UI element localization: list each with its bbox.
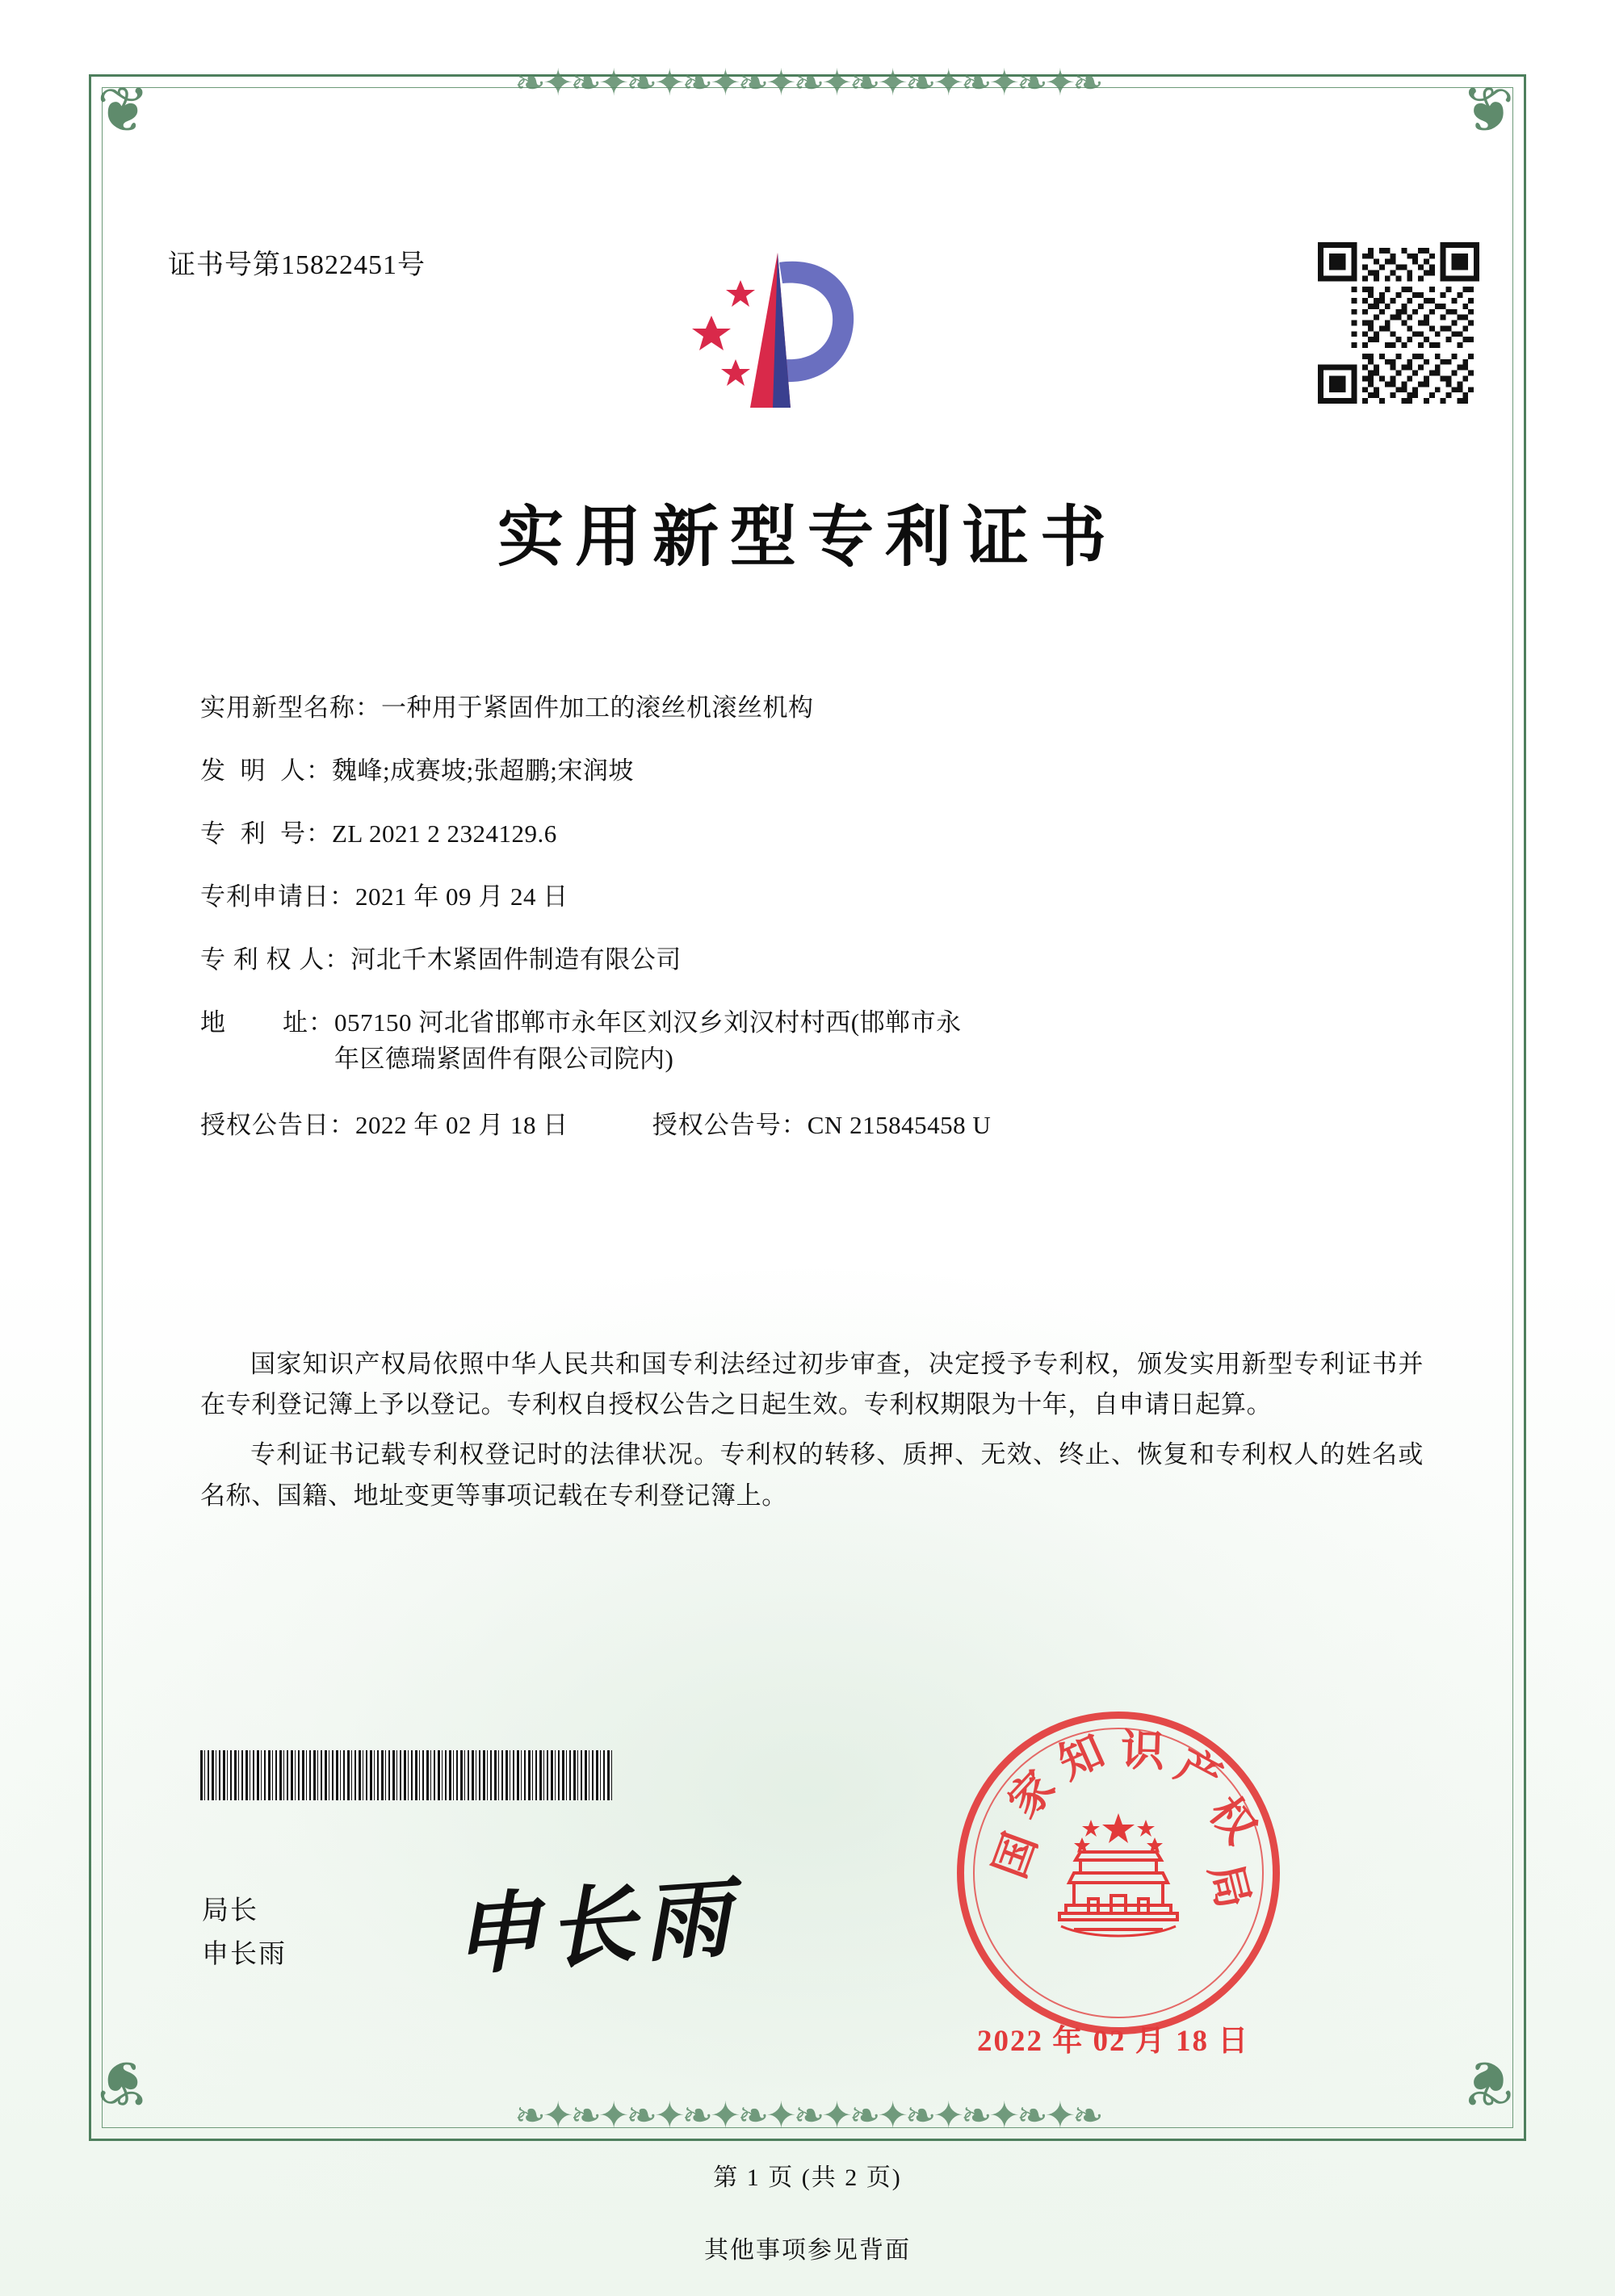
seal-date: 2022 年 02 月 18 日 (977, 2025, 1250, 2058)
seal-char-3: 知 (1051, 1724, 1112, 1790)
field-value (334, 1005, 1412, 1078)
field-label: 地 址： (200, 1008, 334, 1037)
field-value: 魏峰;成赛坡;张超鹏;宋润坡 (332, 756, 634, 785)
field-patentee (200, 942, 1412, 978)
certificate-fields (200, 690, 1412, 1150)
seal-char-5: 产 (1168, 1738, 1231, 1804)
director-labels (202, 1889, 287, 1977)
page-title: 实用新型专利证书 (497, 498, 1118, 576)
ornament-top: ❧✦❧✦❧✦❧✦❧✦❧✦❧✦❧✦❧✦❧✦❧ (514, 65, 1101, 102)
field-address (200, 1005, 1412, 1078)
field-value: 一种用于紧固件加工的滚丝机滚丝机构 (381, 693, 814, 722)
grant-number-label: 授权公告号： (652, 1110, 808, 1139)
field-grant-announcement (200, 1104, 1412, 1141)
seal-char-6: 权 (1199, 1787, 1267, 1853)
director-name-label: 申长雨 (202, 1940, 287, 1970)
paragraph-2: 专利证书记载专利权登记时的法律状况。专利权的转移、质押、无效、终止、恢复和专利权人的姓名或名称、国籍、地址变更等事项记载在专利登记簿上。 (200, 1440, 1424, 1510)
ornament-bottom: ❧✦❧✦❧✦❧✦❧✦❧✦❧✦❧✦❧✦❧✦❧ (514, 2097, 1101, 2135)
field-value: 2021 年 09 月 24 日 (355, 882, 568, 911)
certificate-number: 证书号第15822451号 (168, 250, 426, 280)
corner-ornament-top-left: ❦ (97, 75, 150, 145)
legal-text-block (200, 1344, 1424, 1526)
corner-ornament-bottom-left: ❦ (97, 2047, 150, 2118)
field-inventors (200, 753, 1412, 790)
seal-char-4: 识 (1119, 1724, 1166, 1777)
qr-code-icon (1318, 242, 1479, 404)
field-application-date (200, 879, 1412, 915)
field-patent-number (200, 816, 1412, 853)
page-indicator: 第 1 页 (共 2 页) (713, 2164, 902, 2191)
grant-date-label: 授权公告日： (200, 1110, 355, 1139)
national-emblem-icon (1042, 1792, 1195, 1946)
field-label: 专 利 号： (200, 819, 332, 848)
field-label: 实用新型名称： (200, 693, 381, 722)
seal-char-1: 国 (983, 1825, 1047, 1885)
back-side-note: 其他事项参见背面 (704, 2237, 911, 2264)
field-value: ZL 2021 2 2324129.6 (332, 819, 557, 848)
corner-ornament-top-right: ❦ (1462, 75, 1515, 145)
official-seal (957, 1712, 1280, 2034)
paragraph-1: 国家知识产权局依照中华人民共和国专利法经过初步审查，决定授予专利权，颁发实用新型专利证书并在专利登记簿上予以登记。专利权自授权公告之日起生效。专利权期限为十年，自申请日起算。 (200, 1350, 1424, 1419)
grant-number-value: CN 215845458 U (807, 1110, 992, 1139)
seal-char-7: 局 (1199, 1858, 1261, 1913)
field-label: 发 明 人： (200, 756, 332, 785)
seal-char-2: 家 (997, 1760, 1065, 1828)
field-utility-model-name (200, 690, 1412, 727)
director-handwritten-signature: 申长雨 (449, 1866, 742, 1988)
barcode-icon (200, 1750, 612, 1800)
field-value: 河北千木紧固件制造有限公司 (350, 945, 682, 974)
field-label: 专 利 权 人： (200, 945, 351, 974)
address-line-2: 年区德瑞紧固件有限公司院内) (334, 1044, 674, 1073)
field-label: 专利申请日： (200, 882, 355, 911)
director-role-label: 局长 (202, 1896, 258, 1925)
cnipa-logo-icon (682, 238, 892, 424)
address-line-1: 057150 河北省邯郸市永年区刘汉乡刘汉村村西(邯郸市永 (334, 1008, 962, 1037)
grant-date-value: 2022 年 02 月 18 日 (355, 1110, 568, 1139)
corner-ornament-bottom-right: ❦ (1462, 2047, 1515, 2118)
